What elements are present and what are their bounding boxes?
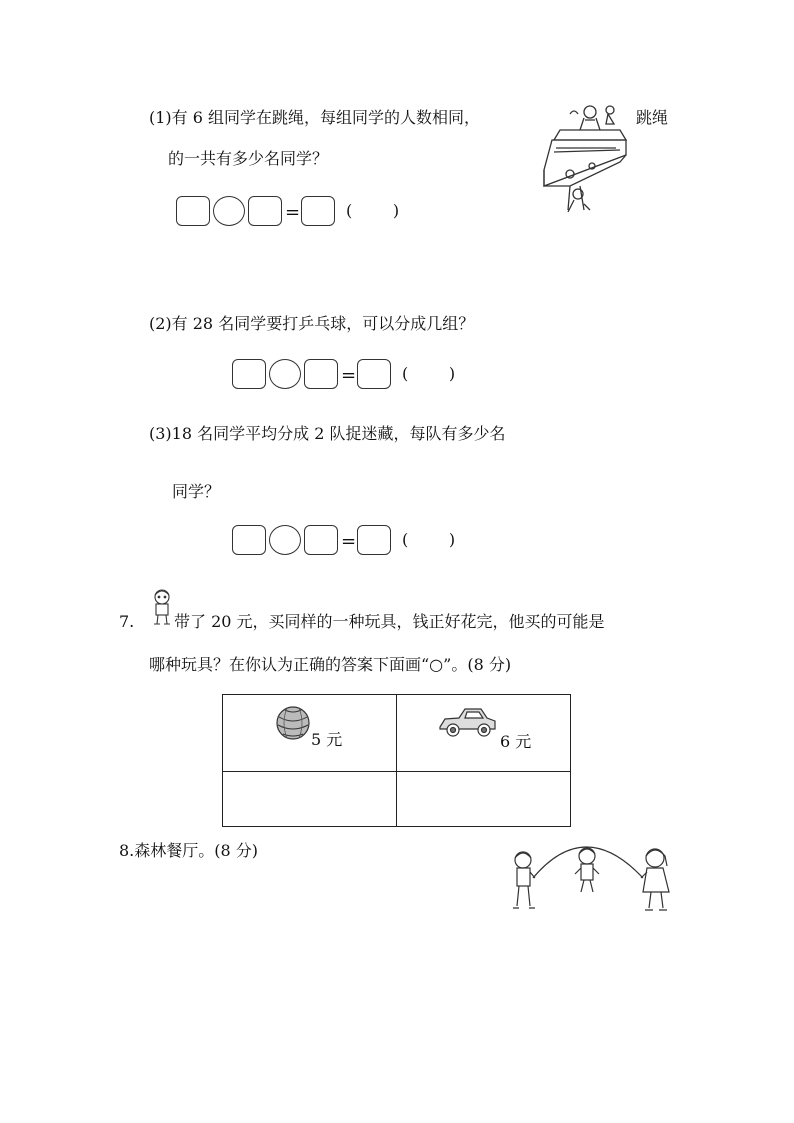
ball-price: 5 元 bbox=[311, 730, 343, 749]
car-price: 6 元 bbox=[500, 732, 532, 751]
q6-p1-equation bbox=[176, 196, 416, 228]
q6-p1-box-result[interactable] bbox=[301, 196, 335, 226]
q6-p2-operator-circle[interactable] bbox=[269, 359, 301, 389]
q6-p3-equation bbox=[232, 525, 472, 557]
q6-p2-box-1[interactable] bbox=[232, 359, 266, 389]
q6-p1-box-1[interactable] bbox=[176, 196, 210, 226]
q8-title: 8.森林餐厅。(8 分) bbox=[119, 841, 259, 860]
q6-p2-equals: = bbox=[341, 365, 357, 386]
q7-line1: 带了 20 元，买同样的一种玩具，钱正好花完，他买的可能是 bbox=[174, 612, 605, 631]
ball-answer-cell[interactable] bbox=[223, 772, 397, 827]
q6-p1-line1: (1)有 6 组同学在跳绳，每组同学的人数相同， bbox=[149, 108, 481, 127]
toy-car-icon bbox=[437, 705, 499, 739]
ball-icon bbox=[275, 705, 311, 741]
q6-p2-unit-paren[interactable]: ( ) bbox=[402, 364, 456, 383]
q6-p3-unit-paren[interactable]: ( ) bbox=[402, 530, 456, 549]
q6-p2-box-result[interactable] bbox=[357, 359, 391, 389]
q6-p1-operator-circle[interactable] bbox=[213, 196, 245, 226]
boy-icon bbox=[150, 588, 174, 626]
ping-pong-table-illustration bbox=[540, 100, 630, 220]
q6-p3-box-2[interactable] bbox=[304, 525, 338, 555]
q7-number: 7. bbox=[119, 612, 135, 631]
q6-p3-line2: 同学？ bbox=[172, 482, 221, 501]
ball-option-cell bbox=[223, 695, 397, 772]
jump-rope-illustration bbox=[505, 826, 681, 918]
car-option-cell bbox=[397, 695, 571, 772]
q6-p3-box-result[interactable] bbox=[357, 525, 391, 555]
q6-p3-equals: = bbox=[341, 531, 357, 552]
toy-choice-table bbox=[222, 694, 571, 827]
car-answer-cell[interactable] bbox=[397, 772, 571, 827]
q6-p1-line1-right: 跳绳 bbox=[636, 108, 669, 127]
q6-p3-line1: (3)18 名同学平均分成 2 队捉迷藏，每队有多少名 bbox=[149, 424, 506, 443]
q6-p1-unit-paren[interactable]: ( ) bbox=[346, 201, 400, 220]
q6-p2-box-2[interactable] bbox=[304, 359, 338, 389]
q6-p1-line2: 的一共有多少名同学？ bbox=[168, 149, 329, 168]
q6-p1-box-2[interactable] bbox=[248, 196, 282, 226]
q6-p3-operator-circle[interactable] bbox=[269, 525, 301, 555]
q6-p3-box-1[interactable] bbox=[232, 525, 266, 555]
q6-p2-equation bbox=[232, 359, 472, 391]
q7-line2: 哪种玩具？在你认为正确的答案下面画“○”。(8 分) bbox=[149, 655, 512, 674]
q6-p1-equals: = bbox=[285, 202, 301, 223]
q6-p2-line1: (2)有 28 名同学要打乒乓球，可以分成几组？ bbox=[149, 314, 475, 333]
